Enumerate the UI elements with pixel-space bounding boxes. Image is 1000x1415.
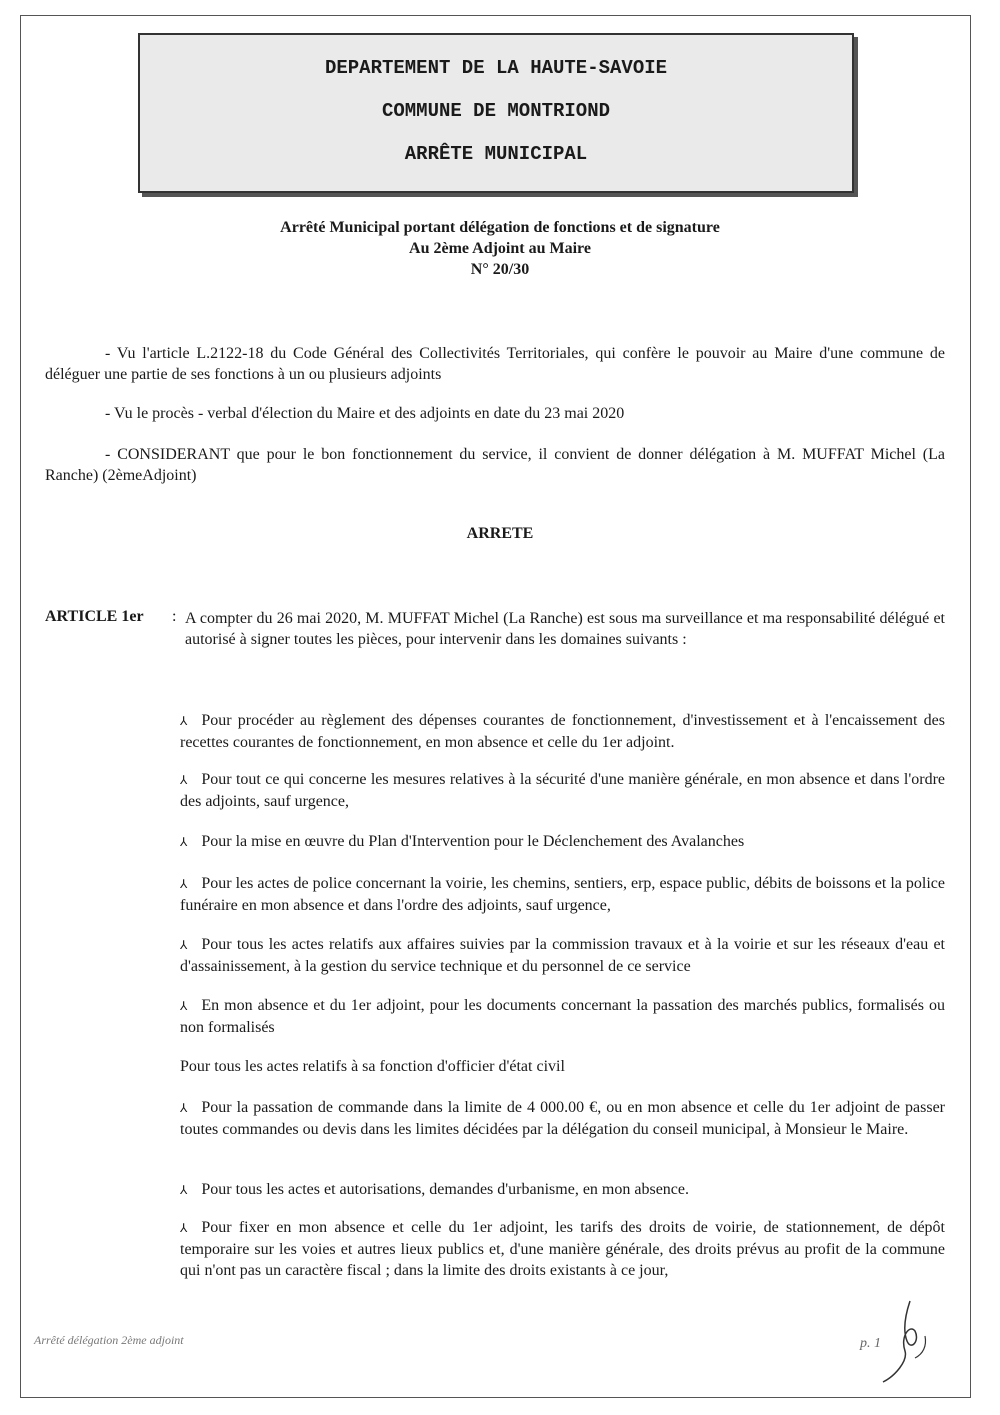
header-box — [138, 33, 854, 193]
article-1-intro: A compter du 26 mai 2020, M. MUFFAT Michel (La Ranche) est sous ma surveillance et ma responsabilité délégué et autorisé à signer toutes les pièces, pour intervenir dans les domaines suivants : — [185, 610, 945, 648]
consideration-service: - CONSIDERANT que pour le bon fonctionnement du service, il convient de donner délégation à M. MUFFAT Michel (La Ranche) (2èmeAdjoint) — [45, 446, 945, 484]
header-department: DEPARTEMENT DE LA HAUTE-SAVOIE — [324, 57, 668, 79]
delegation-item: ⅄ Pour tous les actes et autorisations, demandes d'urbanisme, en mon absence. — [180, 1179, 945, 1201]
decision-title: ARRETE — [466, 525, 534, 542]
article-1-label: ARTICLE 1er — [45, 608, 144, 625]
bullet-icon: ⅄ — [180, 773, 188, 787]
delegation-item: ⅄ Pour la mise en œuvre du Plan d'Intervention pour le Déclenchement des Avalanches — [180, 831, 945, 853]
bullet-icon: ⅄ — [180, 1221, 188, 1235]
title-line-2: Au 2ème Adjoint au Maire — [409, 240, 591, 257]
title-number: N° 20/30 — [470, 261, 530, 278]
delegation-item: ⅄ Pour la passation de commande dans la limite de 4 000.00 €, ou en mon absence et celle du 1er adjoint de passer toutes commandes ou devis dans les limites décidées par la délégation du conseil municipal, à Monsieur le Maire. — [180, 1099, 945, 1138]
consideration-article-law: - Vu l'article L.2122-18 du Code Général des Collectivités Territoriales, qui confère le pouvoir au Maire d'une commune de déléguer une partie de ses fonctions à un ou plusieurs adjoints — [45, 345, 945, 383]
bullet-icon: ⅄ — [180, 1101, 188, 1115]
delegation-item: ⅄ Pour les actes de police concernant la voirie, les chemins, sentiers, erp, espace public, débits de boissons et la police funéraire en mon absence et dans l'ordre des adjoints, sauf urgence, — [180, 875, 945, 914]
delegation-item: ⅄ Pour tout ce qui concerne les mesures relatives à la sécurité d'une manière générale, en mon absence et dans l'ordre des adjoints, sauf urgence, — [180, 771, 945, 810]
delegation-item: ⅄ Pour tous les actes relatifs aux affaires suivies par la commission travaux et à la voirie et sur les réseaux d'eau et d'assainissement, à la gestion du service technique et du personnel de ce service — [180, 936, 945, 975]
bullet-icon: ⅄ — [180, 1183, 188, 1197]
bullet-icon: ⅄ — [180, 938, 188, 952]
bullet-icon: ⅄ — [180, 999, 188, 1013]
delegation-item: ⅄ Pour fixer en mon absence et celle du 1er adjoint, les tarifs des droits de voirie, de stationnement, de dépôt temporaire sur les voies et autres lieux publics et, d'une manière générale, des droits prévus au profit de la commune qui n'ont pas un caractère fiscal ; dans la limite des droits existants à ce jour, — [180, 1219, 945, 1279]
bullet-icon: ⅄ — [180, 714, 188, 728]
signature-mark — [875, 1296, 935, 1386]
header-commune: COMMUNE DE MONTRIOND — [381, 100, 611, 122]
article-1-colon: : — [172, 608, 177, 625]
consideration-election: - Vu le procès - verbal d'élection du Maire et des adjoints en date du 23 mai 2020 — [105, 405, 625, 422]
page-number: p. 1 — [860, 1336, 881, 1351]
footer-doc-label: Arrêté délégation 2ème adjoint — [34, 1333, 184, 1347]
delegation-item: Pour tous les actes relatifs à sa fonction d'officier d'état civil — [180, 1058, 565, 1075]
delegation-item: ⅄ Pour procéder au règlement des dépenses courantes de fonctionnement, d'investissement et à l'encaissement des recettes courantes de fonctionnement, en mon absence et celle du 1er adjoint. — [180, 712, 945, 751]
title-line-1: Arrêté Municipal portant délégation de fonctions et de signature — [280, 219, 720, 236]
delegation-item: ⅄ En mon absence et du 1er adjoint, pour les documents concernant la passation des marchés publics, formalisés ou non formalisés — [180, 997, 945, 1036]
bullet-icon: ⅄ — [180, 877, 188, 891]
bullet-icon: ⅄ — [180, 835, 188, 849]
header-doc-type: ARRÊTE MUNICIPAL — [404, 143, 588, 165]
document-title — [0, 217, 1000, 280]
